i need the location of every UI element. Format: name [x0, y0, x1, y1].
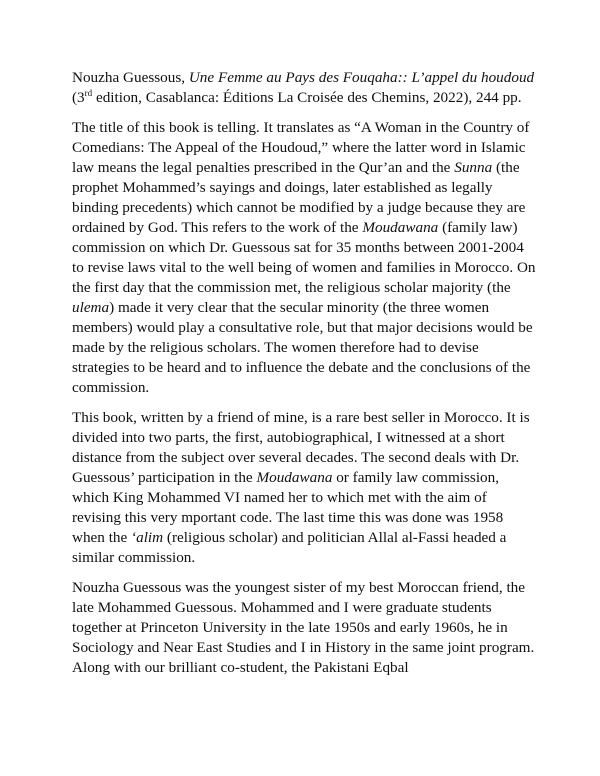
book-citation [72, 68, 538, 108]
citation-edition-prefix: (3 [72, 89, 85, 106]
citation-author: Nouzha Guessous, [72, 69, 189, 86]
italic-term-moudawana: Moudawana [362, 219, 439, 236]
paragraph-text: The title of this book is telling. It translates as “A Woman in the Country of Comedians: The Appeal of the Houdoud,” where the latter word in Islamic law means the legal penalties prescribed in the Qur’an and the [72, 119, 530, 176]
citation-edition-superscript: rd [84, 87, 93, 98]
paragraph-text: (religious scholar) and politician Allal al-Fassi headed a similar commission. [72, 529, 507, 566]
paragraph-text: This book, written by a friend of mine, is a rare best seller in Morocco. It is divided into two parts, the first, autobiographical, I witnessed at a short distance from the subject over several decades. The second deals with Dr. Guessous’ participation in the [72, 409, 530, 486]
italic-term-alim: ‘alim [131, 529, 164, 546]
paragraph-text: (family law) commission on which Dr. Guessous sat for 35 months between 2001-2004 to revise laws vital to the well being of women and families in Morocco. On the first day that the commission met, the religious scholar majority (the [72, 219, 536, 296]
paragraph-text: ) made it very clear that the secular minority (the three women members) would play a consultative role, but that major decisions would be made by the religious scholars. The women therefore had to devise strategies to be heard and to influence the debate and the conclusions of the commission. [72, 299, 533, 396]
italic-term-sunna: Sunna [454, 159, 493, 176]
paragraph-title-meaning [72, 118, 538, 398]
italic-term-moudawana: Moudawana [256, 469, 333, 486]
paragraph-book-overview [72, 408, 538, 568]
paragraph-text: (the prophet Mohammed’s sayings and doings, later established as legally binding precedents) which cannot be modified by a judge because they are ordained by God. This refers to the work of the [72, 159, 526, 236]
italic-term-ulema: ulema [72, 299, 110, 316]
paragraph-text: Nouzha Guessous was the youngest sister of my best Moroccan friend, the late Mohammed Guessous. Mohammed and I were graduate students together at Princeton University in the late 1950s and early 1960s, he in Sociology and Near East Studies and I in History in the same joint program. Along with our brilliant co-student, the Pakistani Eqbal [72, 579, 535, 676]
citation-title: Une Femme au Pays des Fouqaha:: L’appel du houdoud [188, 69, 535, 86]
paragraph-author-background [72, 578, 538, 678]
citation-publication: edition, Casablanca: Éditions La Croisée des Chemins, 2022), 244 pp. [92, 89, 522, 106]
paragraph-text: or family law commission, which King Mohammed VI named her to which met with the aim of revising this very mportant code. The last time this was done was 1958 when the [72, 469, 504, 546]
